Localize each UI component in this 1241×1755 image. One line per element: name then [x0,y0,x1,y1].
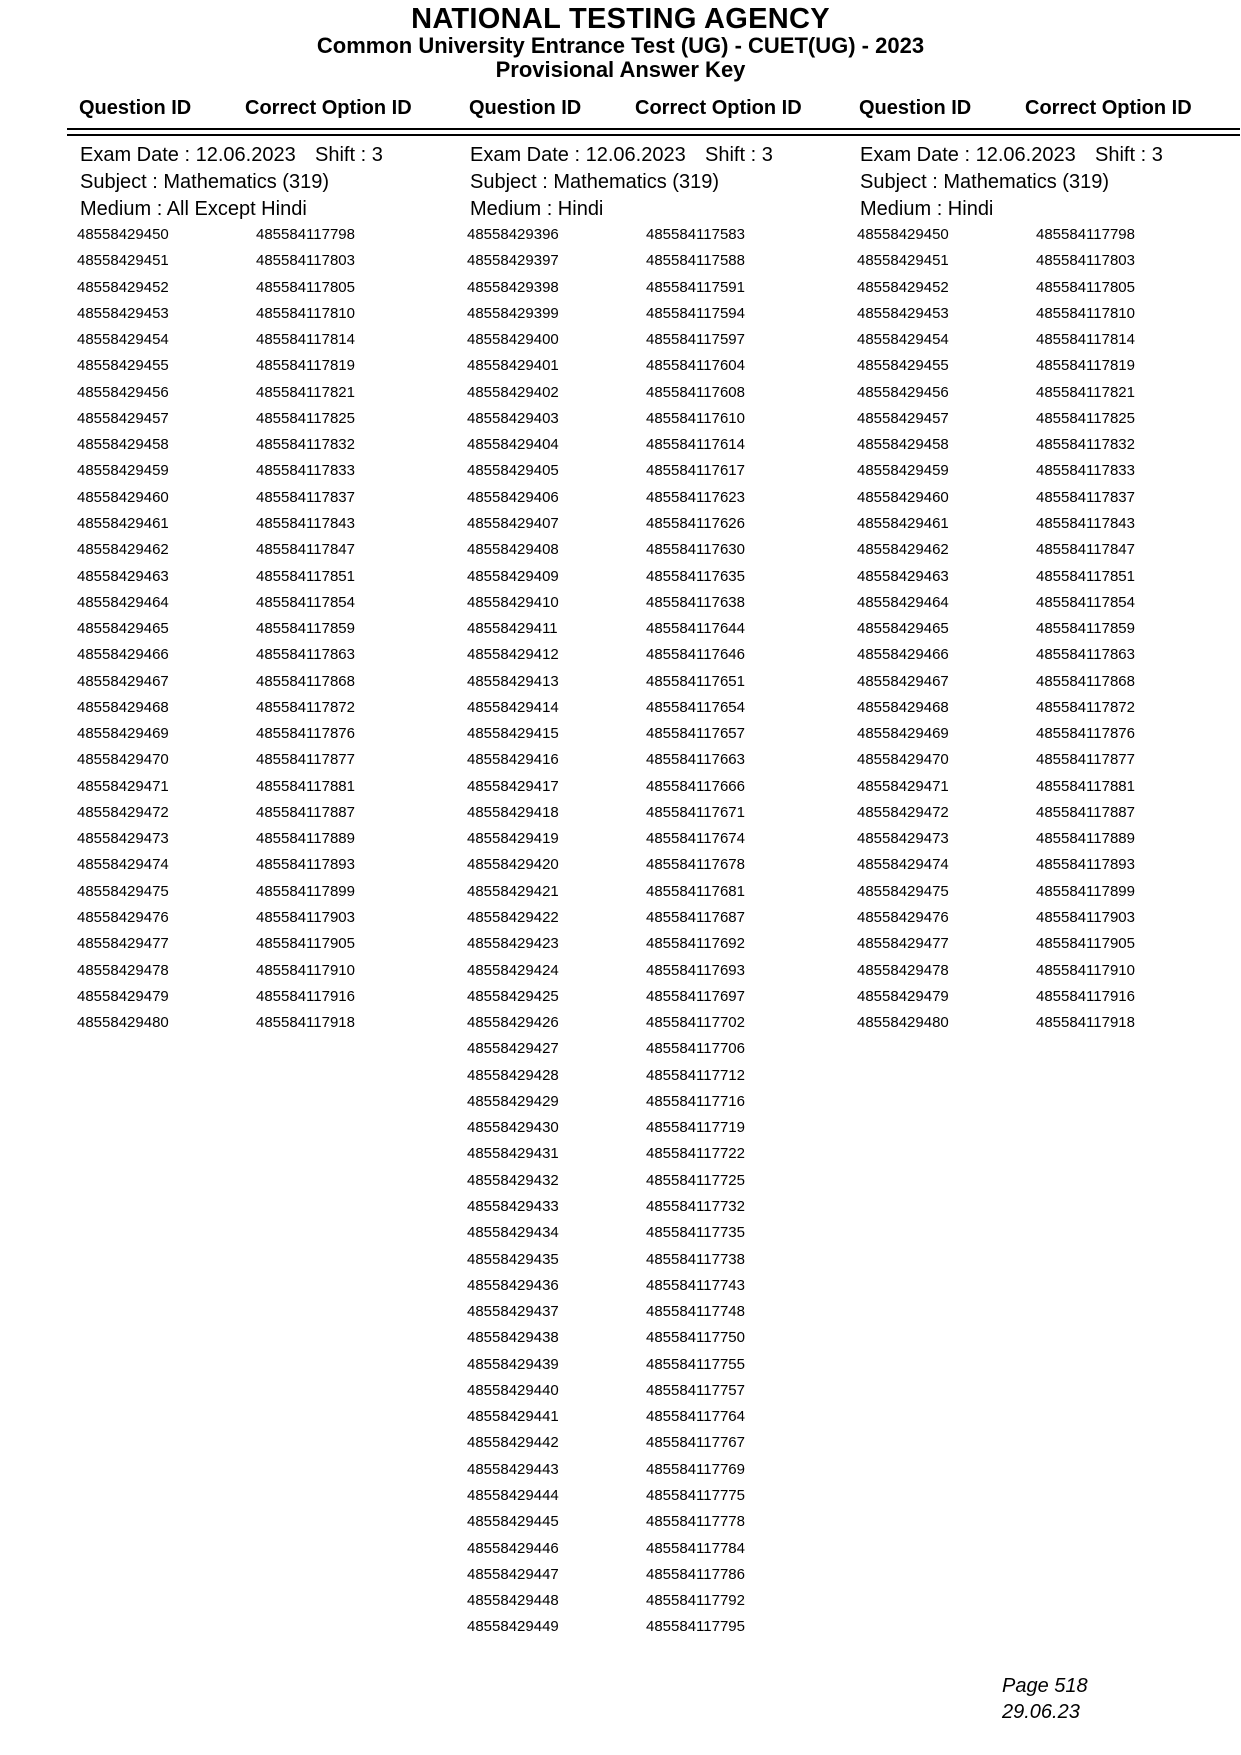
question-id-cell: 48558429429 [467,1093,559,1110]
correct-option-id-cell: 485584117881 [1036,778,1135,795]
exam-date: Exam Date : 12.06.2023 [80,144,296,166]
question-id-cell: 48558429415 [467,725,559,742]
correct-option-id-cell: 485584117722 [646,1145,745,1162]
correct-option-id-cell: 485584117692 [646,935,745,952]
exam-subject: Subject : Mathematics (319) [470,171,719,193]
question-id-cell: 48558429457 [857,410,949,427]
question-id-cell: 48558429480 [857,1014,949,1031]
question-id-cell: 48558429451 [857,252,949,269]
exam-shift: Shift : 3 [315,144,383,166]
question-id-cell: 48558429413 [467,673,559,690]
question-id-cell: 48558429462 [857,541,949,558]
correct-option-id-cell: 485584117678 [646,856,745,873]
question-id-cell: 48558429467 [77,673,169,690]
correct-option-id-cell: 485584117583 [646,226,745,243]
correct-option-id-cell: 485584117819 [1036,357,1135,374]
question-id-cell: 48558429453 [77,305,169,322]
question-id-cell: 48558429403 [467,410,559,427]
correct-option-id-cell: 485584117755 [646,1356,745,1373]
correct-option-id-cell: 485584117757 [646,1382,745,1399]
question-id-cell: 48558429420 [467,856,559,873]
question-id-cell: 48558429473 [77,830,169,847]
question-id-cell: 48558429427 [467,1040,559,1057]
correct-option-id-cell: 485584117798 [256,226,355,243]
correct-option-id-cell: 485584117863 [1036,646,1135,663]
correct-option-id-cell: 485584117803 [1036,252,1135,269]
correct-option-id-cell: 485584117591 [646,279,745,296]
question-id-cell: 48558429426 [467,1014,559,1031]
question-id-cell: 48558429465 [77,620,169,637]
correct-option-id-cell: 485584117903 [256,909,355,926]
correct-option-id-cell: 485584117893 [256,856,355,873]
question-id-cell: 48558429467 [857,673,949,690]
question-id-cell: 48558429397 [467,252,559,269]
correct-option-id-cell: 485584117843 [256,515,355,532]
correct-option-id-cell: 485584117805 [1036,279,1135,296]
correct-option-id-cell: 485584117644 [646,620,745,637]
correct-option-id-cell: 485584117877 [256,751,355,768]
question-id-cell: 48558429448 [467,1592,559,1609]
question-id-cell: 48558429425 [467,988,559,1005]
question-id-cell: 48558429438 [467,1329,559,1346]
correct-option-id-cell: 485584117876 [1036,725,1135,742]
question-id-cell: 48558429423 [467,935,559,952]
question-id-cell: 48558429435 [467,1251,559,1268]
question-id-cell: 48558429475 [857,883,949,900]
correct-option-id-cell: 485584117814 [256,331,355,348]
correct-option-id-cell: 485584117786 [646,1566,745,1583]
question-id-cell: 48558429446 [467,1540,559,1557]
question-id-cell: 48558429463 [857,568,949,585]
correct-option-id-cell: 485584117833 [256,462,355,479]
question-id-cell: 48558429406 [467,489,559,506]
question-id-cell: 48558429475 [77,883,169,900]
correct-option-id-cell: 485584117918 [1036,1014,1135,1031]
header-divider-bottom [67,134,1240,136]
question-id-cell: 48558429450 [77,226,169,243]
correct-option-id-cell: 485584117702 [646,1014,745,1031]
question-id-cell: 48558429436 [467,1277,559,1294]
correct-option-id-cell: 485584117854 [1036,594,1135,611]
question-id-cell: 48558429465 [857,620,949,637]
correct-option-id-cell: 485584117666 [646,778,745,795]
question-id-cell: 48558429404 [467,436,559,453]
correct-option-id-cell: 485584117635 [646,568,745,585]
document-title: NATIONAL TESTING AGENCY [411,3,830,35]
question-id-cell: 48558429466 [857,646,949,663]
correct-option-id-cell: 485584117916 [256,988,355,1005]
question-id-cell: 48558429470 [857,751,949,768]
correct-option-id-cell: 485584117748 [646,1303,745,1320]
correct-option-id-cell: 485584117792 [646,1592,745,1609]
correct-option-id-cell: 485584117854 [256,594,355,611]
question-id-cell: 48558429455 [77,357,169,374]
correct-option-id-cell: 485584117847 [256,541,355,558]
correct-option-id-cell: 485584117910 [256,962,355,979]
question-id-cell: 48558429468 [857,699,949,716]
correct-option-id-cell: 485584117657 [646,725,745,742]
question-id-cell: 48558429479 [857,988,949,1005]
correct-option-id-cell: 485584117837 [1036,489,1135,506]
correct-option-id-cell: 485584117725 [646,1172,745,1189]
question-id-cell: 48558429468 [77,699,169,716]
correct-option-id-cell: 485584117899 [256,883,355,900]
document-type: Provisional Answer Key [495,57,746,82]
correct-option-id-cell: 485584117795 [646,1618,745,1635]
question-id-cell: 48558429444 [467,1487,559,1504]
correct-option-id-cell: 485584117876 [256,725,355,742]
question-id-cell: 48558429464 [77,594,169,611]
question-id-cell: 48558429421 [467,883,559,900]
column-header-question-id: Question ID [469,97,582,119]
correct-option-id-cell: 485584117819 [256,357,355,374]
question-id-cell: 48558429443 [467,1461,559,1478]
question-id-cell: 48558429449 [467,1618,559,1635]
correct-option-id-cell: 485584117905 [1036,935,1135,952]
question-id-cell: 48558429442 [467,1434,559,1451]
question-id-cell: 48558429474 [857,856,949,873]
correct-option-id-cell: 485584117810 [256,305,355,322]
exam-date: Exam Date : 12.06.2023 [470,144,686,166]
question-id-cell: 48558429424 [467,962,559,979]
correct-option-id-cell: 485584117837 [256,489,355,506]
correct-option-id-cell: 485584117693 [646,962,745,979]
question-id-cell: 48558429405 [467,462,559,479]
correct-option-id-cell: 485584117810 [1036,305,1135,322]
question-id-cell: 48558429422 [467,909,559,926]
question-id-cell: 48558429409 [467,568,559,585]
question-id-cell: 48558429398 [467,279,559,296]
question-id-cell: 48558429452 [77,279,169,296]
question-id-cell: 48558429459 [77,462,169,479]
correct-option-id-cell: 485584117863 [256,646,355,663]
correct-option-id-cell: 485584117847 [1036,541,1135,558]
correct-option-id-cell: 485584117872 [1036,699,1135,716]
correct-option-id-cell: 485584117732 [646,1198,745,1215]
correct-option-id-cell: 485584117614 [646,436,745,453]
question-id-cell: 48558429455 [857,357,949,374]
correct-option-id-cell: 485584117654 [646,699,745,716]
question-id-cell: 48558429437 [467,1303,559,1320]
question-id-cell: 48558429441 [467,1408,559,1425]
exam-shift: Shift : 3 [1095,144,1163,166]
question-id-cell: 48558429479 [77,988,169,1005]
question-id-cell: 48558429460 [857,489,949,506]
correct-option-id-cell: 485584117687 [646,909,745,926]
question-id-cell: 48558429454 [77,331,169,348]
column-header-correct-option-id: Correct Option ID [635,97,802,119]
correct-option-id-cell: 485584117825 [256,410,355,427]
correct-option-id-cell: 485584117851 [256,568,355,585]
correct-option-id-cell: 485584117712 [646,1067,745,1084]
correct-option-id-cell: 485584117903 [1036,909,1135,926]
question-id-cell: 48558429451 [77,252,169,269]
correct-option-id-cell: 485584117716 [646,1093,745,1110]
question-id-cell: 48558429440 [467,1382,559,1399]
document-subtitle: Common University Entrance Test (UG) - CUET(UG) - 2023 [316,33,925,58]
correct-option-id-cell: 485584117918 [256,1014,355,1031]
question-id-cell: 48558429456 [77,384,169,401]
correct-option-id-cell: 485584117646 [646,646,745,663]
question-id-cell: 48558429400 [467,331,559,348]
correct-option-id-cell: 485584117916 [1036,988,1135,1005]
column-header-question-id: Question ID [859,97,972,119]
question-id-cell: 48558429417 [467,778,559,795]
question-id-cell: 48558429473 [857,830,949,847]
question-id-cell: 48558429433 [467,1198,559,1215]
correct-option-id-cell: 485584117910 [1036,962,1135,979]
correct-option-id-cell: 485584117706 [646,1040,745,1057]
correct-option-id-cell: 485584117881 [256,778,355,795]
question-id-cell: 48558429461 [77,515,169,532]
question-id-cell: 48558429402 [467,384,559,401]
correct-option-id-cell: 485584117803 [256,252,355,269]
question-id-cell: 48558429477 [857,935,949,952]
correct-option-id-cell: 485584117626 [646,515,745,532]
question-id-cell: 48558429460 [77,489,169,506]
correct-option-id-cell: 485584117889 [1036,830,1135,847]
question-id-cell: 48558429418 [467,804,559,821]
correct-option-id-cell: 485584117821 [256,384,355,401]
question-id-cell: 48558429447 [467,1566,559,1583]
correct-option-id-cell: 485584117597 [646,331,745,348]
correct-option-id-cell: 485584117887 [256,804,355,821]
question-id-cell: 48558429458 [77,436,169,453]
correct-option-id-cell: 485584117843 [1036,515,1135,532]
question-id-cell: 48558429480 [77,1014,169,1031]
correct-option-id-cell: 485584117877 [1036,751,1135,768]
question-id-cell: 48558429452 [857,279,949,296]
question-id-cell: 48558429478 [77,962,169,979]
correct-option-id-cell: 485584117638 [646,594,745,611]
correct-option-id-cell: 485584117769 [646,1461,745,1478]
question-id-cell: 48558429439 [467,1356,559,1373]
question-id-cell: 48558429469 [857,725,949,742]
correct-option-id-cell: 485584117617 [646,462,745,479]
question-id-cell: 48558429472 [77,804,169,821]
question-id-cell: 48558429458 [857,436,949,453]
question-id-cell: 48558429411 [467,620,558,637]
question-id-cell: 48558429445 [467,1513,559,1530]
correct-option-id-cell: 485584117859 [256,620,355,637]
correct-option-id-cell: 485584117671 [646,804,745,821]
question-id-cell: 48558429430 [467,1119,559,1136]
correct-option-id-cell: 485584117893 [1036,856,1135,873]
question-id-cell: 48558429476 [857,909,949,926]
correct-option-id-cell: 485584117610 [646,410,745,427]
correct-option-id-cell: 485584117798 [1036,226,1135,243]
question-id-cell: 48558429457 [77,410,169,427]
question-id-cell: 48558429466 [77,646,169,663]
correct-option-id-cell: 485584117697 [646,988,745,1005]
correct-option-id-cell: 485584117851 [1036,568,1135,585]
correct-option-id-cell: 485584117833 [1036,462,1135,479]
correct-option-id-cell: 485584117674 [646,830,745,847]
exam-date: Exam Date : 12.06.2023 [860,144,1076,166]
question-id-cell: 48558429414 [467,699,559,716]
question-id-cell: 48558429456 [857,384,949,401]
correct-option-id-cell: 485584117630 [646,541,745,558]
correct-option-id-cell: 485584117887 [1036,804,1135,821]
exam-subject: Subject : Mathematics (319) [860,171,1109,193]
page-number: Page 518 [1002,1675,1088,1697]
question-id-cell: 48558429474 [77,856,169,873]
footer-date: 29.06.23 [1002,1701,1080,1723]
header-divider-top [67,128,1240,130]
question-id-cell: 48558429453 [857,305,949,322]
question-id-cell: 48558429428 [467,1067,559,1084]
question-id-cell: 48558429462 [77,541,169,558]
question-id-cell: 48558429416 [467,751,559,768]
correct-option-id-cell: 485584117832 [1036,436,1135,453]
correct-option-id-cell: 485584117743 [646,1277,745,1294]
correct-option-id-cell: 485584117719 [646,1119,745,1136]
correct-option-id-cell: 485584117750 [646,1329,745,1346]
correct-option-id-cell: 485584117764 [646,1408,745,1425]
correct-option-id-cell: 485584117814 [1036,331,1135,348]
correct-option-id-cell: 485584117767 [646,1434,745,1451]
question-id-cell: 48558429434 [467,1224,559,1241]
correct-option-id-cell: 485584117832 [256,436,355,453]
correct-option-id-cell: 485584117905 [256,935,355,952]
question-id-cell: 48558429463 [77,568,169,585]
column-header-correct-option-id: Correct Option ID [1025,97,1192,119]
question-id-cell: 48558429454 [857,331,949,348]
correct-option-id-cell: 485584117663 [646,751,745,768]
question-id-cell: 48558429399 [467,305,559,322]
question-id-cell: 48558429401 [467,357,559,374]
correct-option-id-cell: 485584117778 [646,1513,745,1530]
question-id-cell: 48558429471 [77,778,169,795]
exam-medium: Medium : Hindi [470,198,604,220]
correct-option-id-cell: 485584117805 [256,279,355,296]
question-id-cell: 48558429472 [857,804,949,821]
exam-subject: Subject : Mathematics (319) [80,171,329,193]
correct-option-id-cell: 485584117604 [646,357,745,374]
correct-option-id-cell: 485584117681 [646,883,745,900]
correct-option-id-cell: 485584117868 [256,673,355,690]
correct-option-id-cell: 485584117825 [1036,410,1135,427]
correct-option-id-cell: 485584117889 [256,830,355,847]
question-id-cell: 48558429461 [857,515,949,532]
exam-medium: Medium : Hindi [860,198,994,220]
correct-option-id-cell: 485584117899 [1036,883,1135,900]
correct-option-id-cell: 485584117784 [646,1540,745,1557]
question-id-cell: 48558429469 [77,725,169,742]
exam-shift: Shift : 3 [705,144,773,166]
question-id-cell: 48558429470 [77,751,169,768]
correct-option-id-cell: 485584117868 [1036,673,1135,690]
question-id-cell: 48558429476 [77,909,169,926]
question-id-cell: 48558429464 [857,594,949,611]
question-id-cell: 48558429408 [467,541,559,558]
question-id-cell: 48558429459 [857,462,949,479]
question-id-cell: 48558429471 [857,778,949,795]
exam-medium: Medium : All Except Hindi [80,198,307,220]
correct-option-id-cell: 485584117651 [646,673,745,690]
question-id-cell: 48558429396 [467,226,559,243]
correct-option-id-cell: 485584117738 [646,1251,745,1268]
question-id-cell: 48558429407 [467,515,559,532]
correct-option-id-cell: 485584117735 [646,1224,745,1241]
correct-option-id-cell: 485584117608 [646,384,745,401]
question-id-cell: 48558429477 [77,935,169,952]
correct-option-id-cell: 485584117594 [646,305,745,322]
question-id-cell: 48558429431 [467,1145,559,1162]
question-id-cell: 48558429412 [467,646,559,663]
column-header-correct-option-id: Correct Option ID [245,97,412,119]
column-header-question-id: Question ID [79,97,192,119]
question-id-cell: 48558429410 [467,594,559,611]
correct-option-id-cell: 485584117588 [646,252,745,269]
question-id-cell: 48558429450 [857,226,949,243]
correct-option-id-cell: 485584117775 [646,1487,745,1504]
question-id-cell: 48558429419 [467,830,559,847]
correct-option-id-cell: 485584117872 [256,699,355,716]
question-id-cell: 48558429432 [467,1172,559,1189]
question-id-cell: 48558429478 [857,962,949,979]
correct-option-id-cell: 485584117821 [1036,384,1135,401]
correct-option-id-cell: 485584117859 [1036,620,1135,637]
correct-option-id-cell: 485584117623 [646,489,745,506]
